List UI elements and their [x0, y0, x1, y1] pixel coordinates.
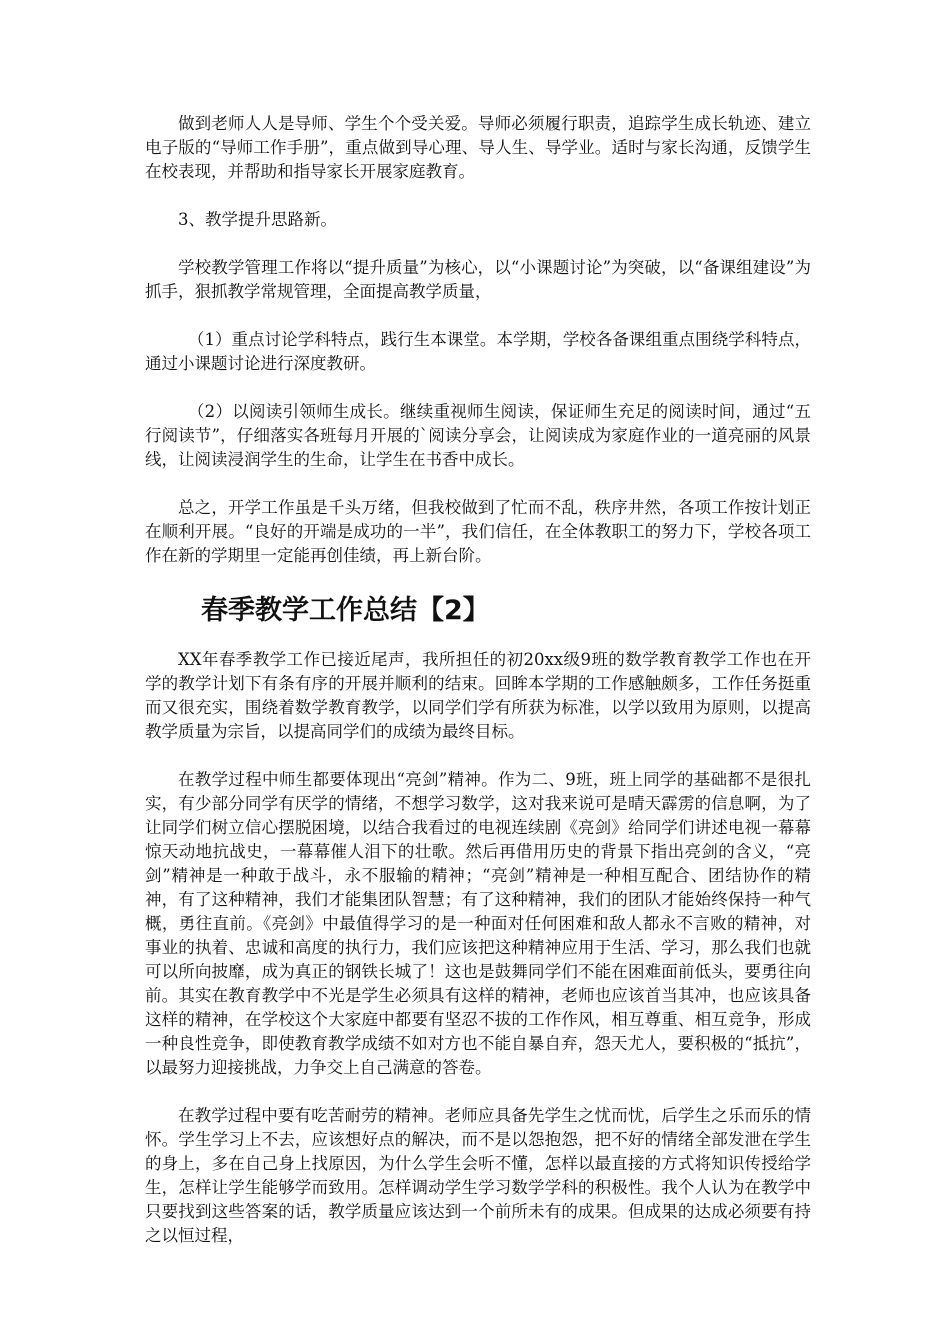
paragraph-liangjian-spirit: 在教学过程中师生都要体现出“亮剑”精神。作为二、9班，班上同学的基础都不是很扎实，有少部分同学有厌学的情绪，不想学习数学，这对我来说可是晴天霹雳的信息啊，为了让同学们树立信心摆脱困境，以结合我看过的电视连续剧《亮剑》给同学们讲述电视一幕幕惊天动地抗战史，一幕幕催人泪下的壮歌。然后再借用历史的背景下指出亮剑的含义，“亮剑”精神是一种敢于战斗，永不服输的精神；“亮剑”精神是一种相互配合、团结协作的精神，有了这种精神，我们才能集团队智慧；有了这种精神，我们的团队才能始终保持一种气概，勇往直前。《亮剑》中最值得学习的是一种面对任何困难和敌人都永不言败的精神，对事业的执着、忠诚和高度的执行力，我们应该把这种精神应用于生活、学习，那么我们也就可以所向披靡，成为真正的钢铁长城了！这也是鼓舞同学们不能在困难面前低头，要勇往向前。其实在教育教学中不光是学生必须具有这样的精神，老师也应该首当其冲，也应该具备这样的精神，在学校这个大家庭中都要有坚忍不拔的工作作风，相互尊重、相互竞争，形成一种良性竞争，即使教育教学成绩不如对方也不能自暴自弃，怨天尤人，要积极的“抵抗”，以最努力迎接挑战，力争交上自己满意的答卷。	[145, 770, 811, 1077]
section-heading: 春季教学工作总结【2】	[201, 595, 490, 626]
paragraph-hardworking-spirit: 在教学过程中要有吃苦耐劳的精神。老师应具备先学生之忧而忧，后学生之乐而乐的情怀。学生学习上不去，应该想好点的解决，而不是以怨抱怨，把不好的情绪全部发泄在学生的身上，多在自己身上找原因，为什么学生会听不懂，怎样以最直接的方式将知识传授给学生，怎样让学生能够学而致用。怎样调动学生学习数学学科的积极性。我个人认为在教学中只要找到这些答案的话，教学质量应该达到一个前所未有的成果。但成果的达成必须要有持之以恒过程，	[145, 1106, 811, 1245]
paragraph-subitem-1: （1）重点讨论学科特点，践行生本课堂。本学期，学校各备课组重点围绕学科特点，通过小课题讨论进行深度教研。	[145, 330, 811, 373]
paragraph-summary: 总之，开学工作虽是千头万绪，但我校做到了忙而不乱，秩序井然，各项工作按计划正在顺利开展。“良好的开端是成功的一半”，我们信任，在全体教职工的努力下，学校各项工作在新的学期里一定能再创佳绩，再上新台阶。	[145, 498, 811, 565]
document-page	[145, 112, 811, 1272]
paragraph-teaching-management: 学校教学管理工作将以“提升质量”为核心，以“小课题讨论”为突破，以“备课组建设”为抓手，狠抓教学常规管理，全面提高教学质量，	[145, 258, 811, 301]
paragraph-mentor-duties: 做到老师人人是导师、学生个个受关爱。导师必须履行职责，追踪学生成长轨迹、建立电子版的“导师工作手册”，重点做到导心理、导人生、导学业。适时与家长沟通，反馈学生在校表现，并帮助和指导家长开展家庭教育。	[145, 114, 811, 181]
paragraph-spring-intro: XX年春季教学工作已接近尾声，我所担任的初20xx级9班的数学教育教学工作也在开学的教学计划下有条有序的开展并顺利的结束。回眸本学期的工作感触颇多，工作任务挺重而又很充实，围绕着数学教育教学，以同学们学有所获为标准，以学以致用为原则，以提高教学质量为宗旨，以提高同学们的成绩为最终目标。	[145, 650, 811, 741]
paragraph-item-3: 3、教学提升思路新。	[178, 210, 337, 229]
paragraph-subitem-2: （2）以阅读引领师生成长。继续重视师生阅读，保证师生充足的阅读时间，通过“五行阅读节”，仔细落实各班每月开展的`阅读分享会，让阅读成为家庭作业的一道亮丽的风景线，让阅读浸润学生的生命，让学生在书香中成长。	[145, 402, 811, 469]
